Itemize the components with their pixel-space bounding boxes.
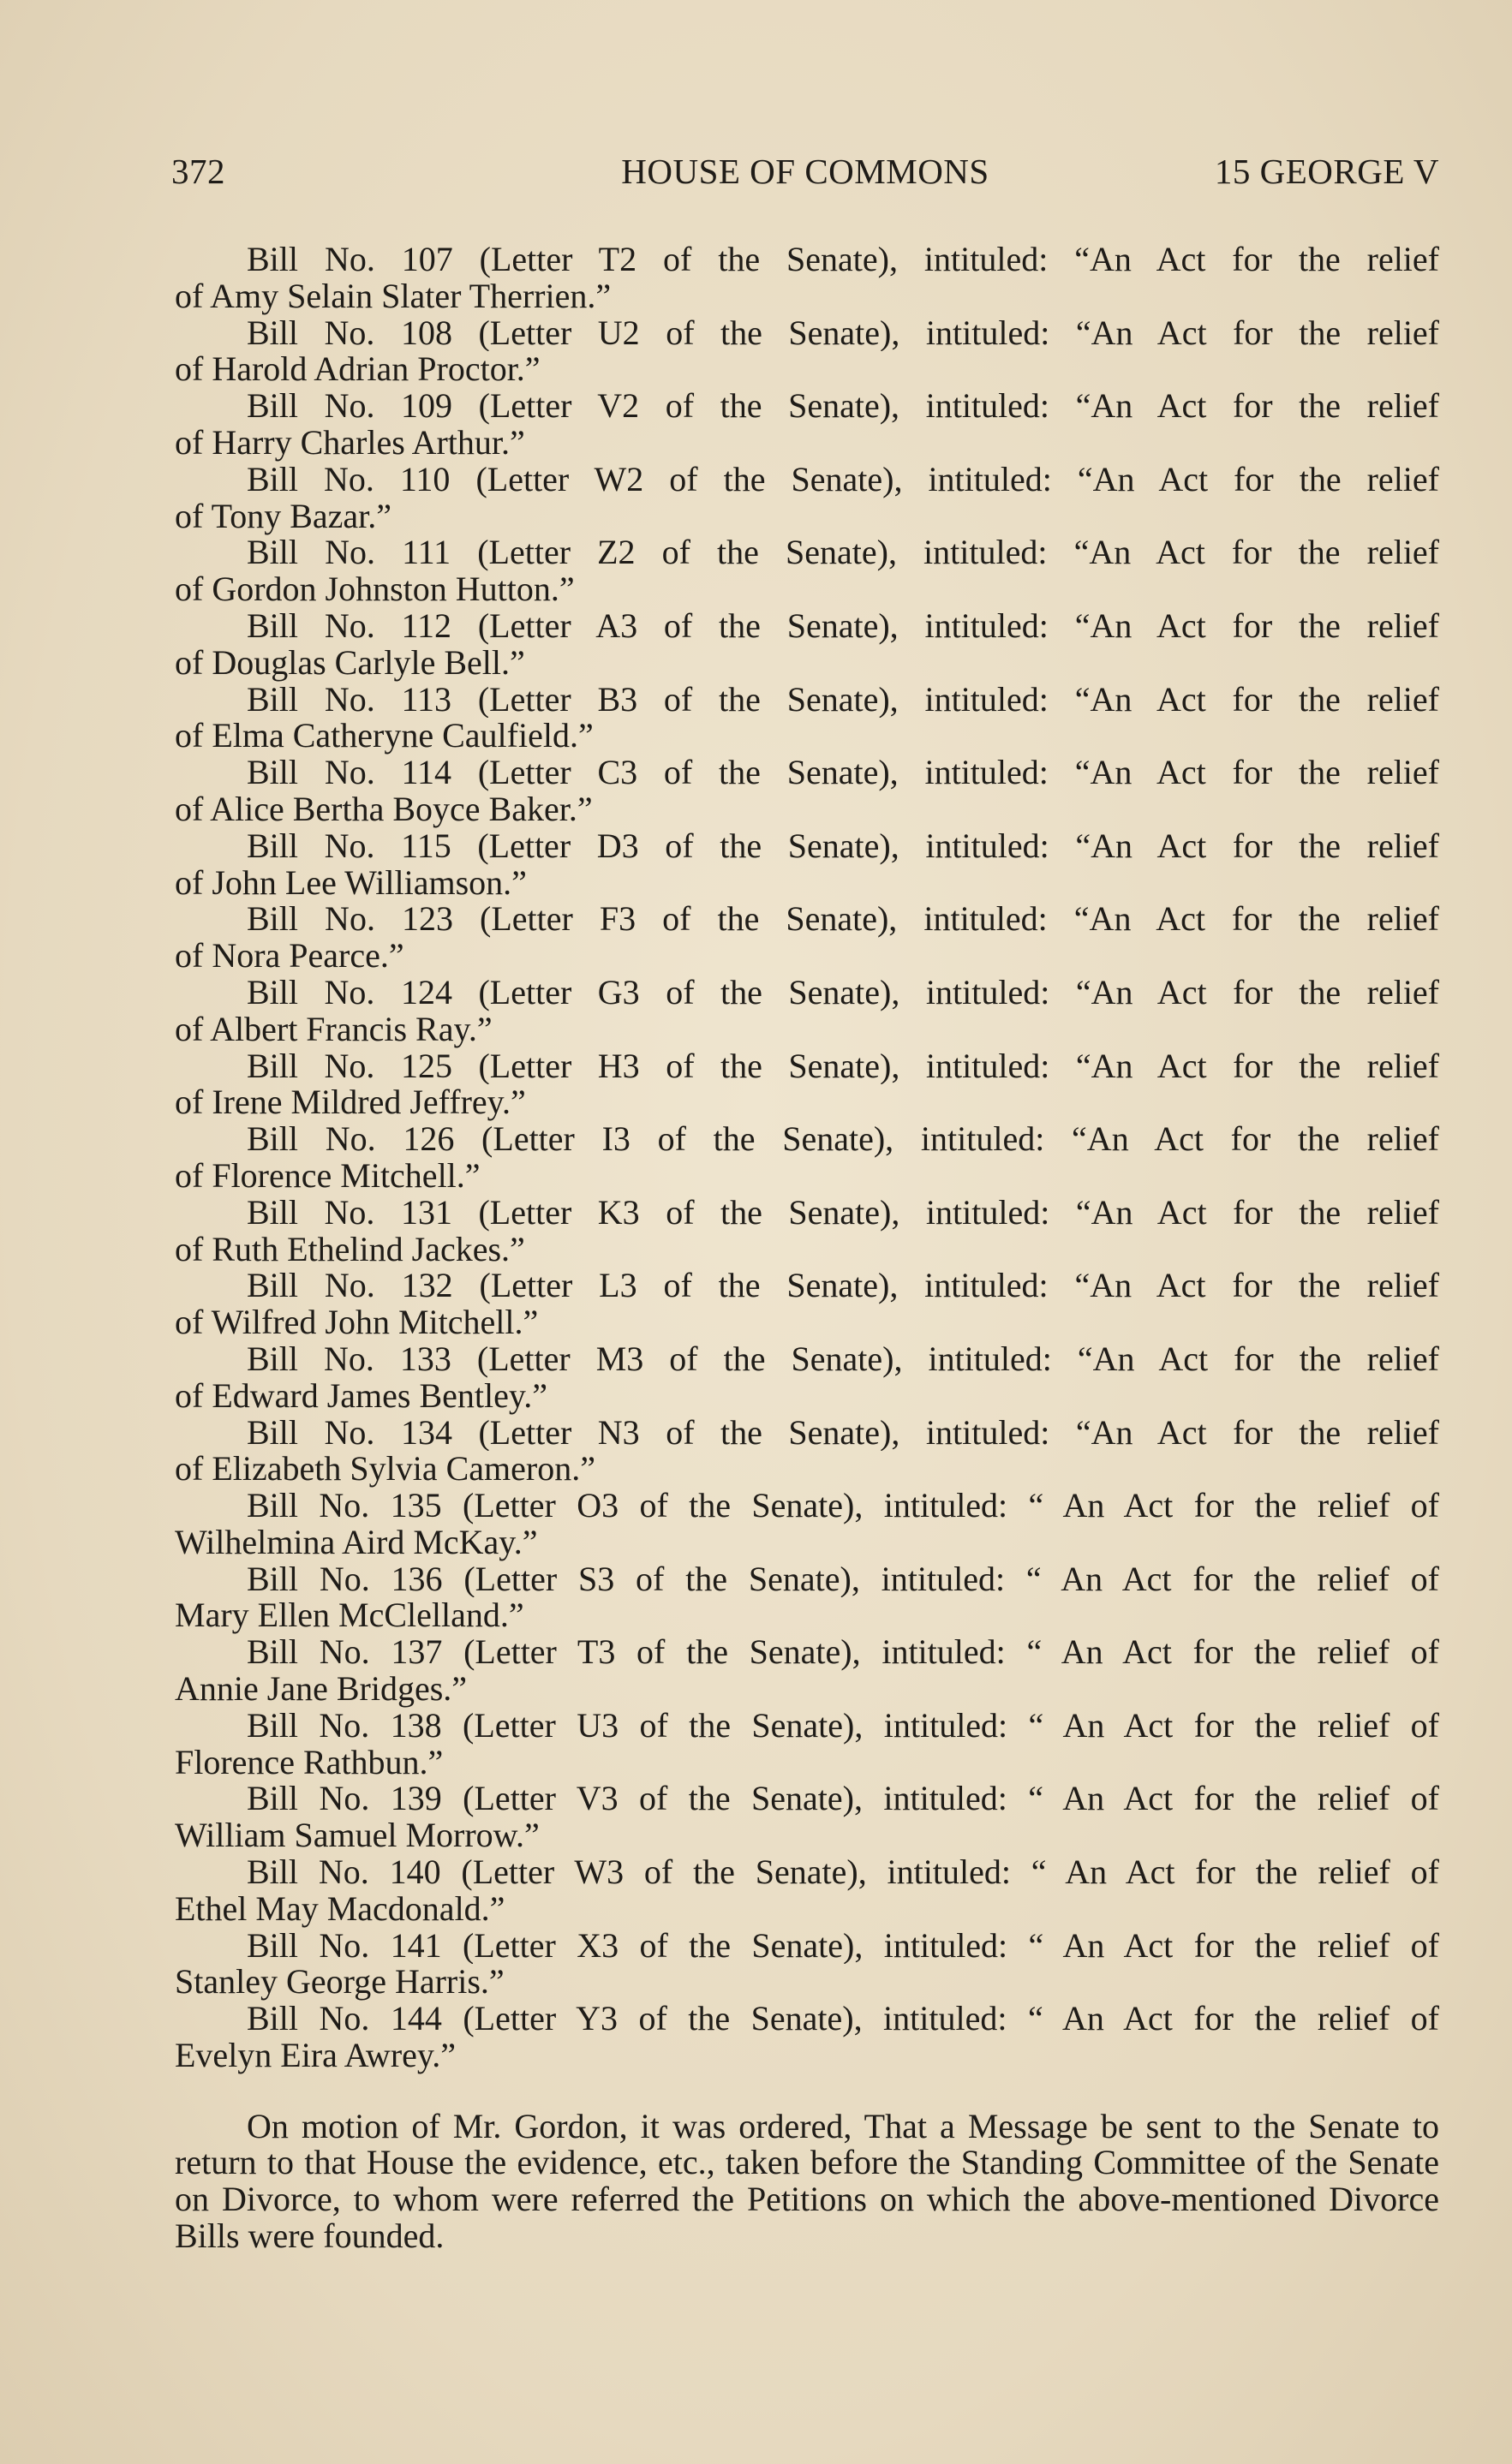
bill-entry [175, 1488, 1439, 1561]
bill-entry-second-line: of Florence Mitchell.” [175, 1155, 481, 1195]
bill-entry-first-line: Bill No. 134 (Letter N3 of the Senate), intituled: “An Act for the relief [247, 1414, 1439, 1452]
bill-entry-second-line: of Harry Charles Arthur.” [175, 422, 525, 462]
bill-entry-second-line: of Amy Selain Slater Therrien.” [175, 276, 612, 315]
bill-entry [175, 1928, 1439, 2002]
bill-entry-first-line: Bill No. 144 (Letter Y3 of the Senate), intituled: “ An Act for the relief of [247, 2001, 1439, 2038]
bill-entry [175, 682, 1439, 755]
bill-entry [175, 608, 1439, 682]
bill-entry-first-line: Bill No. 133 (Letter M3 of the Senate), intituled: “An Act for the relief [247, 1340, 1439, 1378]
bill-entry-first-line: Bill No. 132 (Letter L3 of the Senate), intituled: “An Act for the relief [247, 1268, 1439, 1305]
bill-entry [175, 1708, 1439, 1781]
bill-entry-second-line: of John Lee Williamson.” [175, 862, 527, 902]
bill-entry-second-line: Mary Ellen McClelland.” [175, 1596, 524, 1635]
bill-entry [175, 462, 1439, 535]
bill-entry-first-line: Bill No. 113 (Letter B3 of the Senate), intituled: “An Act for the relief [247, 681, 1439, 719]
bill-entry-second-line: of Harold Adrian Proctor.” [175, 349, 541, 389]
bill-entry-second-line: William Samuel Morrow.” [175, 1816, 540, 1855]
regnal-year: 15 GEORGE V [1214, 152, 1439, 191]
bill-entry-second-line: Annie Jane Bridges.” [175, 1669, 468, 1709]
bill-entry-first-line: Bill No. 109 (Letter V2 of the Senate), intituled: “An Act for the relief [247, 388, 1439, 425]
bill-list [175, 242, 1439, 2288]
bill-entry-second-line: of Alice Bertha Boyce Baker.” [175, 789, 593, 828]
bill-entry [175, 1195, 1439, 1268]
page-number: 372 [171, 152, 225, 191]
bill-entry-first-line: Bill No. 111 (Letter Z2 of the Senate), intituled: “An Act for the relief [247, 534, 1439, 572]
bill-entry-second-line: Evelyn Eira Awrey.” [175, 2036, 457, 2075]
bill-entry [175, 534, 1439, 608]
bill-entry [175, 388, 1439, 462]
bill-entry [175, 1781, 1439, 1854]
bill-entry-first-line: Bill No. 136 (Letter S3 of the Senate), intituled: “ An Act for the relief of [247, 1560, 1439, 1598]
bill-entry [175, 1121, 1439, 1195]
bill-entry [175, 755, 1439, 828]
bill-entry [175, 1415, 1439, 1489]
bill-entry-first-line: Bill No. 125 (Letter H3 of the Senate), intituled: “An Act for the relief [247, 1047, 1439, 1085]
bill-entry-first-line: Bill No. 108 (Letter U2 of the Senate), intituled: “An Act for the relief [247, 314, 1439, 352]
bill-entry-second-line: of Ruth Ethelind Jackes.” [175, 1229, 525, 1268]
bill-entry-second-line: Ethel May Macdonald.” [175, 1888, 505, 1928]
bill-entry-second-line: Wilhelmina Aird McKay.” [175, 1522, 538, 1561]
bill-entry-first-line: Bill No. 115 (Letter D3 of the Senate), intituled: “An Act for the relief [247, 827, 1439, 865]
bill-entry-second-line: of Tony Bazar.” [175, 496, 392, 535]
bill-entry-second-line: of Albert Francis Ray.” [175, 1009, 493, 1048]
bill-entry [175, 2001, 1439, 2074]
bill-entry-second-line: of Elizabeth Sylvia Cameron.” [175, 1449, 595, 1489]
bill-entry-second-line: Florence Rathbun.” [175, 1742, 444, 1781]
bill-entry-first-line: Bill No. 141 (Letter X3 of the Senate), intituled: “ An Act for the relief of [247, 1927, 1439, 1965]
bill-entry-first-line: Bill No. 131 (Letter K3 of the Senate), intituled: “An Act for the relief [247, 1194, 1439, 1232]
bill-entry-first-line: Bill No. 137 (Letter T3 of the Senate), intituled: “ An Act for the relief of [247, 1634, 1439, 1672]
bill-entry-second-line: of Irene Mildred Jeffrey.” [175, 1083, 526, 1122]
bill-entry [175, 975, 1439, 1048]
bill-entry-second-line: of Nora Pearce.” [175, 936, 404, 975]
bill-entry-first-line: Bill No. 107 (Letter T2 of the Senate), intituled: “An Act for the relief [247, 242, 1439, 278]
page-title: HOUSE OF COMMONS [621, 152, 989, 191]
bill-entry [175, 828, 1439, 902]
bill-entry-first-line: Bill No. 123 (Letter F3 of the Senate), intituled: “An Act for the relief [247, 901, 1439, 939]
bill-entry-first-line: Bill No. 110 (Letter W2 of the Senate), intituled: “An Act for the relief [247, 461, 1439, 498]
bill-entry [175, 1854, 1439, 1928]
bill-entry-second-line: of Douglas Carlyle Bell.” [175, 642, 525, 682]
bill-entry [175, 901, 1439, 975]
bill-entry [175, 1341, 1439, 1415]
bill-entry-second-line: of Gordon Johnston Hutton.” [175, 570, 575, 609]
page-header [171, 151, 1439, 194]
bill-entry-second-line: of Wilfred John Mitchell.” [175, 1303, 539, 1342]
bill-entry-second-line: Stanley George Harris.” [175, 1962, 505, 2002]
bill-entry-first-line: Bill No. 114 (Letter C3 of the Senate), intituled: “An Act for the relief [247, 755, 1439, 791]
bill-entry-second-line: of Edward James Bentley.” [175, 1375, 548, 1415]
bill-entry-first-line: Bill No. 140 (Letter W3 of the Senate), intituled: “ An Act for the relief of [247, 1854, 1439, 1891]
bill-entry [175, 1268, 1439, 1341]
bill-entries [175, 242, 1439, 2074]
closing-paragraph: On motion of Mr. Gordon, it was ordered, That a Message be sent to the Senate to return to that House the evidence, etc., taken before the Standing Committee of the Senate on Divorce, to whom were referred the Petitions on which the above-mentioned Divorce Bills were founded. [175, 2106, 1439, 2255]
bill-entry [175, 1048, 1439, 1122]
bill-entry-first-line: Bill No. 135 (Letter O3 of the Senate), intituled: “ An Act for the relief of [247, 1488, 1439, 1524]
bill-entry-first-line: Bill No. 139 (Letter V3 of the Senate), intituled: “ An Act for the relief of [247, 1781, 1439, 1818]
bill-entry-first-line: Bill No. 138 (Letter U3 of the Senate), intituled: “ An Act for the relief of [247, 1707, 1439, 1745]
bill-entry-first-line: Bill No. 112 (Letter A3 of the Senate), intituled: “An Act for the relief [247, 607, 1439, 645]
bill-entry-second-line: of Elma Catheryne Caulfield.” [175, 716, 594, 755]
bill-entry [175, 242, 1439, 315]
bill-entry-first-line: Bill No. 124 (Letter G3 of the Senate), intituled: “An Act for the relief [247, 974, 1439, 1011]
bill-entry-first-line: Bill No. 126 (Letter I3 of the Senate), intituled: “An Act for the relief [247, 1121, 1439, 1158]
bill-entry [175, 1561, 1439, 1635]
bill-entry [175, 315, 1439, 389]
bill-entry [175, 1634, 1439, 1708]
